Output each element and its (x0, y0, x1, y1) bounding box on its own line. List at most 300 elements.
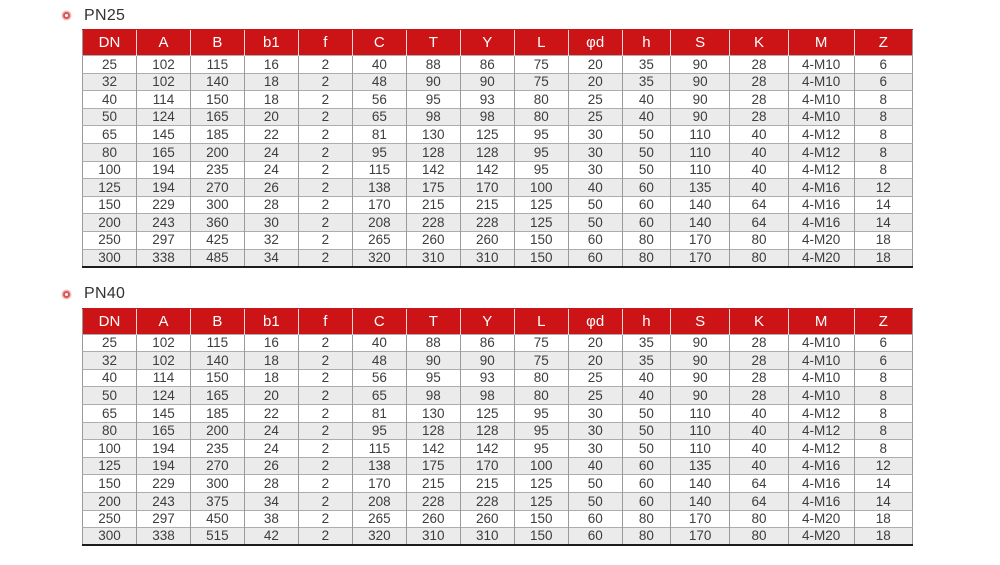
table-cell: 65 (352, 108, 406, 126)
table-cell: 4-M12 (788, 440, 854, 458)
table-cell: 35 (622, 73, 670, 91)
table-cell: 90 (406, 352, 460, 370)
table-cell: 4-M12 (788, 126, 854, 144)
table-cell: 338 (136, 249, 190, 267)
table-cell: 24 (244, 440, 298, 458)
table-cell: 235 (190, 440, 244, 458)
table-cell: 50 (622, 422, 670, 440)
table-row (83, 161, 913, 179)
table-cell: 50 (568, 196, 622, 214)
table-cell: 40 (730, 126, 788, 144)
table-cell: 34 (244, 249, 298, 267)
table-cell: 4-M16 (788, 457, 854, 475)
table-cell: 2 (298, 161, 352, 179)
table-row (83, 231, 913, 249)
header-cell: f (298, 308, 352, 334)
table-cell: 90 (671, 108, 730, 126)
table-cell: 35 (622, 352, 670, 370)
header-cell: M (788, 30, 854, 56)
table-cell: 60 (622, 475, 670, 493)
table-row (83, 440, 913, 458)
header-cell: S (671, 30, 730, 56)
table-cell: 2 (298, 56, 352, 74)
table-row (83, 457, 913, 475)
table-cell: 40 (730, 179, 788, 197)
table-cell: 65 (352, 387, 406, 405)
table-cell: 25 (568, 108, 622, 126)
table-cell: 170 (460, 457, 514, 475)
table-cell: 25 (568, 369, 622, 387)
table-cell: 90 (460, 73, 514, 91)
table-cell: 28 (730, 334, 788, 352)
table-cell: 75 (514, 73, 568, 91)
table-cell: 194 (136, 457, 190, 475)
table-cell: 102 (136, 352, 190, 370)
header-cell: A (136, 30, 190, 56)
table-row (83, 249, 913, 267)
table-cell: 100 (514, 179, 568, 197)
table-cell: 310 (460, 249, 514, 267)
table-cell: 95 (514, 161, 568, 179)
table-cell: 4-M12 (788, 405, 854, 423)
table-row (83, 126, 913, 144)
section-title (63, 0, 1000, 22)
table-cell: 32 (83, 73, 137, 91)
table-cell: 80 (730, 528, 788, 546)
table-cell: 16 (244, 56, 298, 74)
table-cell: 40 (730, 422, 788, 440)
table-cell: 2 (298, 126, 352, 144)
table-cell: 128 (460, 143, 514, 161)
table-row (83, 73, 913, 91)
table-cell: 100 (83, 440, 137, 458)
table-cell: 95 (514, 405, 568, 423)
table-cell: 150 (514, 231, 568, 249)
table-cell: 310 (460, 528, 514, 546)
table-cell: 375 (190, 492, 244, 510)
table-cell: 175 (406, 179, 460, 197)
table-cell: 18 (244, 91, 298, 109)
table-cell: 260 (460, 231, 514, 249)
table-cell: 30 (568, 422, 622, 440)
table-cell: 4-M10 (788, 369, 854, 387)
table-cell: 40 (730, 457, 788, 475)
table-cell: 170 (352, 196, 406, 214)
table-cell: 86 (460, 334, 514, 352)
table-cell: 124 (136, 387, 190, 405)
table-cell: 4-M12 (788, 422, 854, 440)
table-cell: 98 (406, 108, 460, 126)
table-cell: 90 (671, 73, 730, 91)
table-cell: 125 (460, 126, 514, 144)
table-cell: 6 (854, 352, 912, 370)
table-cell: 100 (83, 161, 137, 179)
table-cell: 35 (622, 334, 670, 352)
table-cell: 2 (298, 440, 352, 458)
table-cell: 2 (298, 387, 352, 405)
bullet-icon (63, 12, 70, 19)
table-cell: 2 (298, 528, 352, 546)
table-cell: 142 (460, 440, 514, 458)
table-cell: 42 (244, 528, 298, 546)
table-cell: 26 (244, 179, 298, 197)
table-cell: 60 (568, 528, 622, 546)
table-cell: 32 (244, 231, 298, 249)
table-cell: 4-M16 (788, 492, 854, 510)
table-cell: 102 (136, 73, 190, 91)
table-cell: 2 (298, 422, 352, 440)
table-cell: 2 (298, 492, 352, 510)
table-cell: 75 (514, 334, 568, 352)
table-cell: 40 (352, 334, 406, 352)
table-cell: 228 (406, 492, 460, 510)
header-row (83, 308, 913, 334)
header-cell: K (730, 30, 788, 56)
table-cell: 4-M10 (788, 352, 854, 370)
table-cell: 170 (671, 510, 730, 528)
table-cell: 28 (730, 56, 788, 74)
table-cell: 8 (854, 91, 912, 109)
table-cell: 130 (406, 405, 460, 423)
table-cell: 8 (854, 108, 912, 126)
table-row (83, 387, 913, 405)
table-cell: 80 (514, 91, 568, 109)
table-cell: 140 (190, 73, 244, 91)
table-cell: 250 (83, 510, 137, 528)
table-cell: 34 (244, 492, 298, 510)
table-row (83, 56, 913, 74)
table-cell: 2 (298, 214, 352, 232)
table-cell: 194 (136, 179, 190, 197)
table-cell: 26 (244, 457, 298, 475)
table-cell: 35 (622, 56, 670, 74)
table-cell: 138 (352, 457, 406, 475)
table-cell: 95 (514, 126, 568, 144)
table-cell: 2 (298, 352, 352, 370)
table-cell: 2 (298, 73, 352, 91)
table-cell: 125 (514, 492, 568, 510)
table-cell: 4-M16 (788, 196, 854, 214)
table-cell: 360 (190, 214, 244, 232)
table-cell: 64 (730, 492, 788, 510)
table-cell: 48 (352, 352, 406, 370)
header-cell: h (622, 308, 670, 334)
table-cell: 260 (406, 231, 460, 249)
table-cell: 310 (406, 249, 460, 267)
table-cell: 60 (622, 457, 670, 475)
table-cell: 128 (460, 422, 514, 440)
table-cell: 18 (854, 510, 912, 528)
table-cell: 142 (406, 440, 460, 458)
table-cell: 228 (460, 214, 514, 232)
table-cell: 4-M16 (788, 179, 854, 197)
table-cell: 20 (244, 387, 298, 405)
table-cell: 12 (854, 457, 912, 475)
table-cell: 95 (406, 91, 460, 109)
table-cell: 338 (136, 528, 190, 546)
table-cell: 28 (730, 108, 788, 126)
table-cell: 95 (352, 143, 406, 161)
spec-section-pn40 (0, 279, 1000, 547)
table-cell: 40 (730, 440, 788, 458)
table-cell: 60 (622, 492, 670, 510)
table-cell: 185 (190, 126, 244, 144)
table-cell: 40 (730, 143, 788, 161)
table-cell: 80 (730, 231, 788, 249)
table-cell: 150 (190, 91, 244, 109)
table-cell: 86 (460, 56, 514, 74)
table-cell: 88 (406, 334, 460, 352)
table-row (83, 422, 913, 440)
table-cell: 124 (136, 108, 190, 126)
table-cell: 8 (854, 126, 912, 144)
table-cell: 80 (514, 387, 568, 405)
table-cell: 110 (671, 440, 730, 458)
table-cell: 260 (406, 510, 460, 528)
table-cell: 18 (854, 249, 912, 267)
table-cell: 20 (568, 352, 622, 370)
table-cell: 310 (406, 528, 460, 546)
header-cell: φd (568, 308, 622, 334)
table-cell: 2 (298, 91, 352, 109)
header-cell: M (788, 308, 854, 334)
table-cell: 90 (671, 56, 730, 74)
table-cell: 8 (854, 440, 912, 458)
table-cell: 128 (406, 143, 460, 161)
table-cell: 150 (514, 249, 568, 267)
table-cell: 75 (514, 352, 568, 370)
table-cell: 243 (136, 492, 190, 510)
header-cell: A (136, 308, 190, 334)
table-cell: 208 (352, 492, 406, 510)
table-cell: 4-M10 (788, 91, 854, 109)
table-cell: 16 (244, 334, 298, 352)
table-cell: 170 (671, 231, 730, 249)
section-spacer (0, 268, 1000, 279)
table-cell: 4-M20 (788, 510, 854, 528)
table-cell: 80 (730, 249, 788, 267)
table-cell: 12 (854, 179, 912, 197)
table-cell: 18 (854, 528, 912, 546)
table-cell: 115 (352, 440, 406, 458)
table-cell: 425 (190, 231, 244, 249)
table-cell: 130 (406, 126, 460, 144)
bullet-icon (63, 291, 70, 298)
spec-table-pn25 (82, 29, 913, 268)
table-cell: 300 (83, 528, 137, 546)
table-cell: 135 (671, 179, 730, 197)
table-cell: 8 (854, 387, 912, 405)
table-cell: 8 (854, 405, 912, 423)
table-cell: 90 (671, 352, 730, 370)
table-cell: 115 (190, 334, 244, 352)
table-cell: 4-M20 (788, 231, 854, 249)
header-cell: Z (854, 30, 912, 56)
table-row (83, 352, 913, 370)
header-cell: L (514, 308, 568, 334)
table-cell: 2 (298, 249, 352, 267)
table-cell: 28 (730, 352, 788, 370)
table-cell: 95 (514, 440, 568, 458)
table-cell: 95 (406, 369, 460, 387)
spec-table-pn40 (82, 308, 913, 547)
header-cell: T (406, 308, 460, 334)
table-cell: 80 (83, 143, 137, 161)
table-cell: 93 (460, 369, 514, 387)
table-cell: 297 (136, 510, 190, 528)
table-row (83, 475, 913, 493)
table-cell: 90 (406, 73, 460, 91)
table-cell: 30 (568, 143, 622, 161)
table-cell: 95 (514, 143, 568, 161)
table-cell: 6 (854, 334, 912, 352)
table-cell: 56 (352, 91, 406, 109)
table-cell: 2 (298, 334, 352, 352)
table-cell: 40 (83, 91, 137, 109)
table-cell: 40 (352, 56, 406, 74)
header-cell: Y (460, 30, 514, 56)
table-cell: 98 (460, 387, 514, 405)
table-cell: 50 (622, 440, 670, 458)
table-cell: 4-M20 (788, 249, 854, 267)
table-cell: 2 (298, 143, 352, 161)
table-cell: 215 (460, 475, 514, 493)
table-cell: 4-M10 (788, 334, 854, 352)
table-cell: 6 (854, 73, 912, 91)
table-cell: 138 (352, 179, 406, 197)
header-cell: T (406, 30, 460, 56)
table-cell: 40 (568, 457, 622, 475)
table-cell: 125 (83, 457, 137, 475)
table-cell: 81 (352, 126, 406, 144)
table-cell: 81 (352, 405, 406, 423)
header-cell: φd (568, 30, 622, 56)
table-cell: 30 (568, 126, 622, 144)
table-cell: 60 (622, 179, 670, 197)
table-cell: 4-M10 (788, 387, 854, 405)
table-cell: 20 (568, 56, 622, 74)
table-cell: 25 (83, 334, 137, 352)
table-cell: 6 (854, 56, 912, 74)
table-cell: 48 (352, 73, 406, 91)
table-cell: 80 (514, 108, 568, 126)
table-cell: 30 (568, 405, 622, 423)
table-row (83, 405, 913, 423)
table-cell: 228 (460, 492, 514, 510)
table-cell: 8 (854, 422, 912, 440)
table-cell: 150 (514, 528, 568, 546)
table-row (83, 179, 913, 197)
table-cell: 80 (622, 528, 670, 546)
table-cell: 142 (460, 161, 514, 179)
table-cell: 300 (83, 249, 137, 267)
table-cell: 20 (244, 108, 298, 126)
table-cell: 28 (730, 387, 788, 405)
table-cell: 60 (568, 249, 622, 267)
table-row (83, 528, 913, 546)
table-cell: 98 (460, 108, 514, 126)
table-cell: 215 (406, 196, 460, 214)
table-cell: 88 (406, 56, 460, 74)
table-cell: 40 (622, 91, 670, 109)
table-cell: 14 (854, 475, 912, 493)
table-cell: 2 (298, 510, 352, 528)
table-cell: 24 (244, 161, 298, 179)
header-row (83, 30, 913, 56)
table-cell: 18 (854, 231, 912, 249)
table-cell: 25 (568, 91, 622, 109)
table-cell: 4-M16 (788, 214, 854, 232)
table-cell: 125 (514, 214, 568, 232)
table-cell: 200 (190, 143, 244, 161)
table-cell: 80 (730, 510, 788, 528)
table-cell: 50 (568, 214, 622, 232)
table-cell: 125 (514, 196, 568, 214)
table-cell: 30 (568, 161, 622, 179)
header-cell: K (730, 308, 788, 334)
table-cell: 114 (136, 91, 190, 109)
table-cell: 125 (460, 405, 514, 423)
table-cell: 142 (406, 161, 460, 179)
table-cell: 115 (352, 161, 406, 179)
table-cell: 170 (671, 249, 730, 267)
table-row (83, 510, 913, 528)
table-cell: 2 (298, 457, 352, 475)
table-cell: 90 (671, 91, 730, 109)
table-cell: 18 (244, 369, 298, 387)
table-cell: 170 (671, 528, 730, 546)
table-cell: 2 (298, 231, 352, 249)
table-cell: 260 (460, 510, 514, 528)
table-cell: 60 (622, 214, 670, 232)
table-cell: 40 (730, 405, 788, 423)
table-cell: 60 (568, 510, 622, 528)
table-cell: 150 (83, 196, 137, 214)
table-cell: 140 (671, 492, 730, 510)
table-cell: 115 (190, 56, 244, 74)
table-cell: 140 (671, 196, 730, 214)
table-cell: 24 (244, 143, 298, 161)
table-cell: 32 (83, 352, 137, 370)
table-cell: 200 (190, 422, 244, 440)
table-cell: 50 (83, 108, 137, 126)
header-cell: f (298, 30, 352, 56)
table-cell: 60 (568, 231, 622, 249)
table-cell: 28 (730, 91, 788, 109)
header-cell: DN (83, 30, 137, 56)
table-cell: 60 (622, 196, 670, 214)
table-cell: 110 (671, 405, 730, 423)
table-cell: 125 (514, 475, 568, 493)
table-cell: 140 (190, 352, 244, 370)
table-cell: 270 (190, 179, 244, 197)
table-cell: 18 (244, 352, 298, 370)
table-cell: 297 (136, 231, 190, 249)
table-cell: 145 (136, 405, 190, 423)
table-cell: 100 (514, 457, 568, 475)
table-cell: 50 (622, 143, 670, 161)
table-cell: 270 (190, 457, 244, 475)
table-cell: 64 (730, 475, 788, 493)
table-cell: 65 (83, 405, 137, 423)
table-cell: 110 (671, 143, 730, 161)
table-cell: 28 (730, 73, 788, 91)
header-cell: L (514, 30, 568, 56)
table-cell: 110 (671, 422, 730, 440)
table-cell: 2 (298, 369, 352, 387)
table-cell: 40 (622, 369, 670, 387)
table-cell: 8 (854, 369, 912, 387)
